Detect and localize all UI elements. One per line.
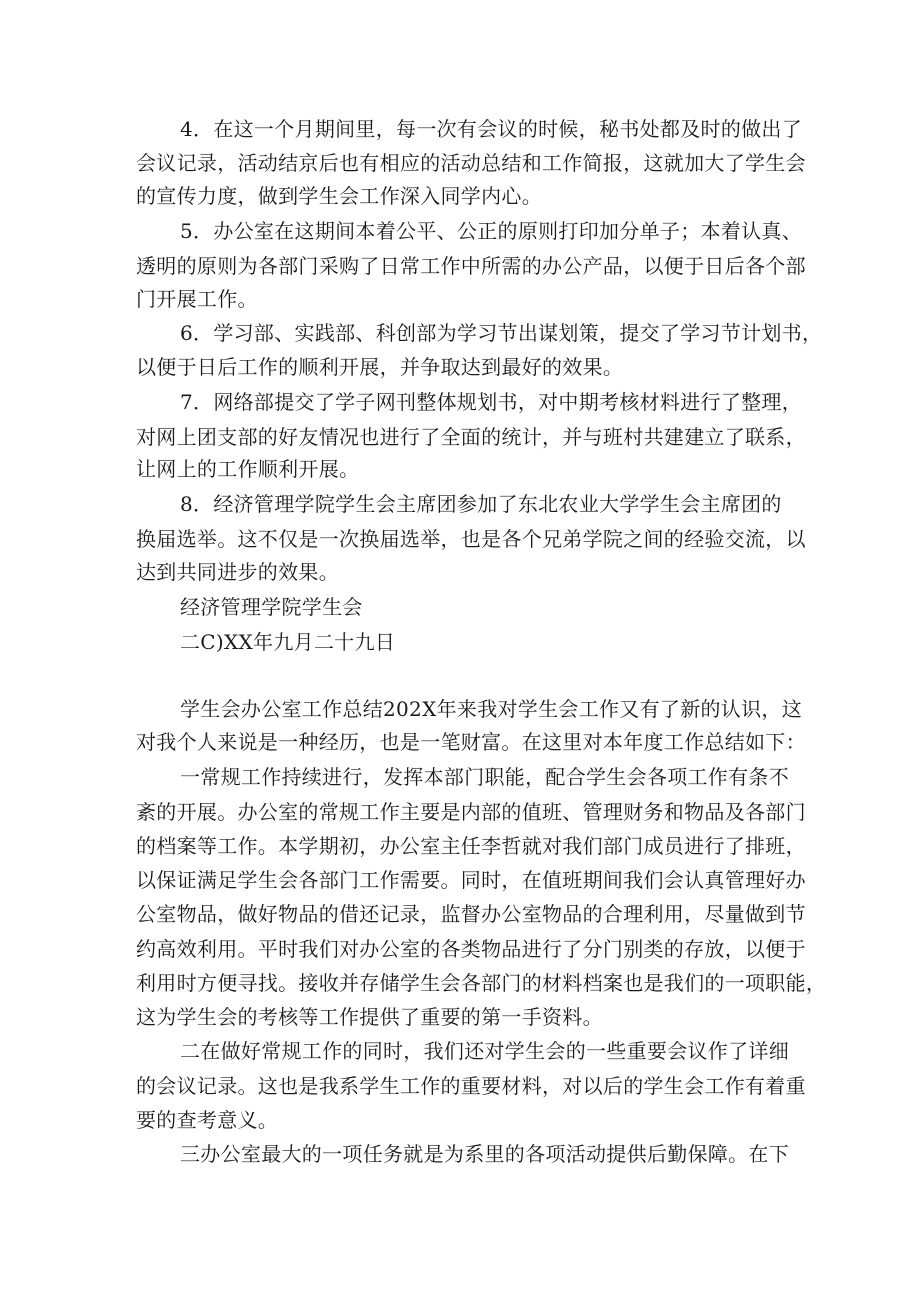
- text-line: 以便于日后工作的顺利开展，并争取达到最好的效果。: [136, 355, 624, 379]
- text-line: 4．在这一个月期间里，每一次有会议的时候，秘书处都及时的做出了: [180, 117, 803, 141]
- text-line: 三办公室最大的一项任务就是为系里的各项活动提供后勤保障。在下: [180, 1142, 789, 1166]
- text-line: 以保证满足学生会各部门工作需要。同时，在值班期间我们会认真管理好办: [136, 868, 806, 892]
- text-line: 对我个人来说是一种经历，也是一笔财富。在这里对本年度工作总结如下：: [136, 730, 806, 754]
- text-line: 一常规工作持续进行，发挥本部门职能，配合学生会各项工作有条不: [180, 765, 789, 789]
- text-line: 7．网络部提交了学子网刊整体规划书，对中期考核材料进行了整理，: [180, 390, 803, 414]
- text-line: 换届选举。这不仅是一次换届选举，也是各个兄弟学院之间的经验交流，以: [136, 527, 806, 551]
- text-line: 约高效利用。平时我们对办公室的各类物品进行了分门别类的存放，以便于: [136, 937, 806, 961]
- text-line: 让网上的工作顺利开展。: [136, 457, 360, 481]
- text-line: 门开展工作。: [136, 287, 258, 311]
- text-line: 公室物品，做好物品的借还记录，监督办公室物品的合理利用，尽量做到节: [136, 902, 806, 926]
- text-line: 的宣传力度，做到学生会工作深入同学内心。: [136, 184, 542, 208]
- text-line: 达到共同进步的效果。: [136, 560, 339, 584]
- text-line: 学生会办公室工作总结202X年来我对学生会工作又有了新的认识，这: [180, 697, 803, 721]
- signature: 经济管理学院学生会: [180, 595, 363, 619]
- text-line: 这为学生会的考核等工作提供了重要的第一手资料。: [136, 1005, 603, 1029]
- text-line: 紊的开展。办公室的常规工作主要是内部的值班、管理财务和物品及各部门: [136, 800, 806, 824]
- text-line: 会议记录，活动结京后也有相应的活动总结和工作简报，这就加大了学生会: [136, 151, 806, 175]
- text-line: 6．学习部、实践部、科创部为学习节出谋划策，提交了学习节计划书，: [180, 321, 823, 345]
- text-line: 的会议记录。这也是我系学生工作的重要材料，对以后的学生会工作有着重: [136, 1074, 806, 1098]
- text-line: 二在做好常规工作的同时，我们还对学生会的一些重要会议作了详细: [180, 1039, 789, 1063]
- text-line: 对网上团支部的好友情况也进行了全面的统计，并与班村共建建立了联系，: [136, 425, 806, 449]
- text-line: 5．办公室在这期间本着公平、公正的原则打印加分单子；本着认真、: [180, 219, 803, 243]
- text-line: 8．经济管理学院学生会主席团参加了东北农业大学学生会主席团的: [180, 492, 782, 516]
- date-line: 二C)XX年九月二十九日: [180, 630, 396, 654]
- text-line: 的档案等工作。本学期初，办公室主任李哲就对我们部门成员进行了排班，: [136, 834, 806, 858]
- text-line: 要的查考意义。: [136, 1108, 279, 1132]
- text-line: 透明的原则为各部门采购了日常工作中所需的办公产品，以便于日后各个部: [136, 254, 806, 278]
- text-line: 利用时方便寻找。接收并存储学生会各部门的材料档案也是我们的一项职能，: [136, 971, 827, 995]
